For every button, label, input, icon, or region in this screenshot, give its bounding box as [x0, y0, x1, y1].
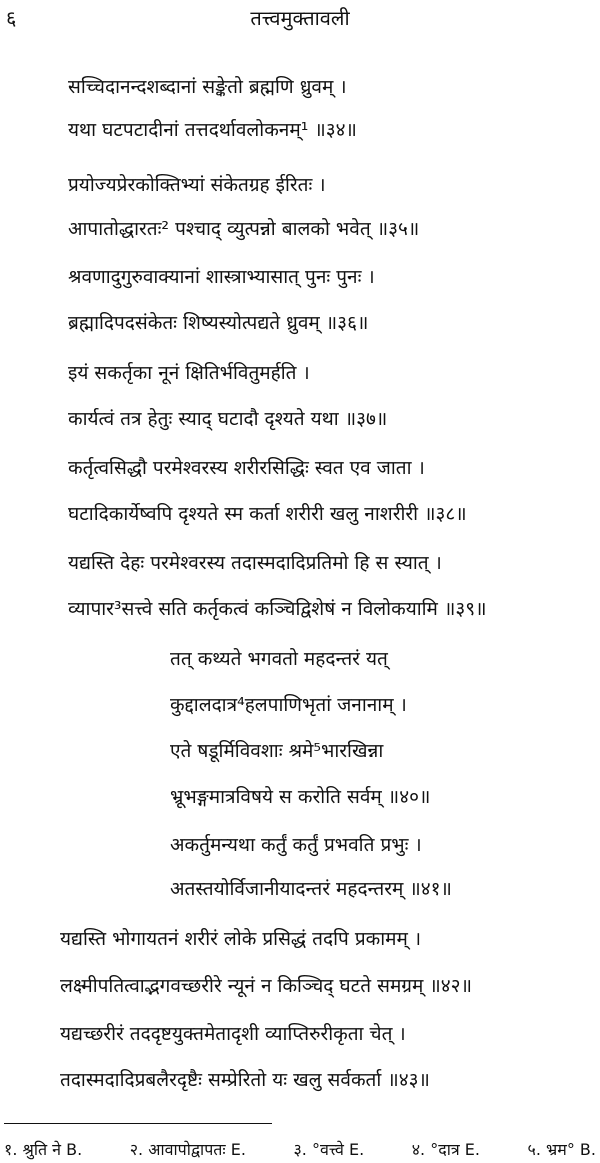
verse-line: प्रयोज्यप्रेरकोक्तिभ्यां संकेतग्रह ईरितः ।	[68, 174, 326, 196]
verse-line: तत् कथ्यते भगवतो महदन्तरं यत्	[170, 648, 388, 670]
verse-line: भ्रूभङ्गमात्रविषये स करोति सर्वम् ॥४०॥	[170, 786, 431, 808]
verse-line: तदास्मदादिप्रबलैरदृष्टैः सम्प्रेरितो यः खलु सर्वकर्ता ॥४३॥	[60, 1069, 430, 1091]
footnote-item: ३. °वत्त्वे E.	[293, 1140, 365, 1159]
verse-line: घटादिकार्येष्वपि दृश्यते स्म कर्ता शरीरी खलु नाशरीरी ॥३८॥	[68, 503, 467, 525]
verse-line: अतस्तयोर्विजानीयादन्तरं महदन्तरम् ॥४१॥	[170, 878, 452, 900]
verse-line: एते षडूर्मिविवशाः श्रमे⁵भारखिन्ना	[170, 740, 384, 762]
footnotes	[4, 1138, 600, 1160]
verse-line: सच्चिदानन्दशब्दानां सङ्केतो ब्रह्मणि ध्रुवम् ।	[68, 76, 347, 98]
footnote-item: २. आवापोद्वापतः E.	[129, 1140, 246, 1159]
verse-line: अकर्तुमन्यथा कर्तुं कर्तुं प्रभवति प्रभुः ।	[170, 834, 422, 856]
verse-line: लक्ष्मीपतित्वाद्भगवच्छरीरे न्यूनं न किञ्चिद् घटते समग्रम् ॥४२॥	[60, 975, 472, 997]
page-number: ६	[6, 6, 17, 30]
footnote-item: १. श्रुति ने B.	[4, 1140, 83, 1159]
verse-line: इयं सकर्तृका नूनं क्षितिर्भवितुमर्हति ।	[68, 362, 310, 384]
verse-line: कुद्दालदात्र⁴हलपाणिभृतां जनानाम् ।	[170, 694, 407, 716]
verse-line: आपातोद्धारतः² पश्चाद् व्युत्पन्नो बालको भवेत् ॥३५॥	[68, 218, 420, 240]
verse-line: यथा घटपटादीनां तत्तदर्थावलोकनम्¹ ॥३४॥	[68, 119, 357, 141]
verse-line: कर्तृत्वसिद्धौ परमेश्वरस्य शरीरसिद्धिः स्वत एव जाता ।	[68, 457, 425, 479]
verse-line: व्यापार³सत्त्वे सति कर्तृकत्वं कञ्चिद्विशेषं न विलोकयामि ॥३९॥	[68, 598, 487, 620]
verse-line: यद्यस्ति भोगायतनं शरीरं लोके प्रसिद्धं तदपि प्रकामम् ।	[60, 928, 422, 950]
verse-line: ब्रह्मादिपदसंकेतः शिष्यस्योत्पद्यते ध्रुवम् ॥३६॥	[68, 312, 369, 334]
footnote-item: ४. °दात्र E.	[411, 1140, 480, 1159]
running-head-title: तत्त्वमुक्तावली	[250, 6, 350, 30]
footnote-divider	[4, 1123, 272, 1124]
verse-line: यद्यच्छरीरं तददृष्टयुक्तमेतादृशी व्याप्तिरुरीकृता चेत् ।	[60, 1023, 406, 1045]
verse-line: श्रवणादुगुरुवाक्यानां शास्त्राभ्यासात् पुनः पुनः ।	[68, 266, 375, 288]
verse-line: कार्यत्वं तत्र हेतुः स्याद् घटादौ दृश्यते यथा ॥३७॥	[68, 408, 388, 430]
verse-line: यद्यस्ति देहः परमेश्वरस्य तदास्मदादिप्रतिमो हि स स्यात् ।	[68, 552, 442, 574]
footnote-item: ५. भ्रम° B.	[527, 1140, 596, 1159]
